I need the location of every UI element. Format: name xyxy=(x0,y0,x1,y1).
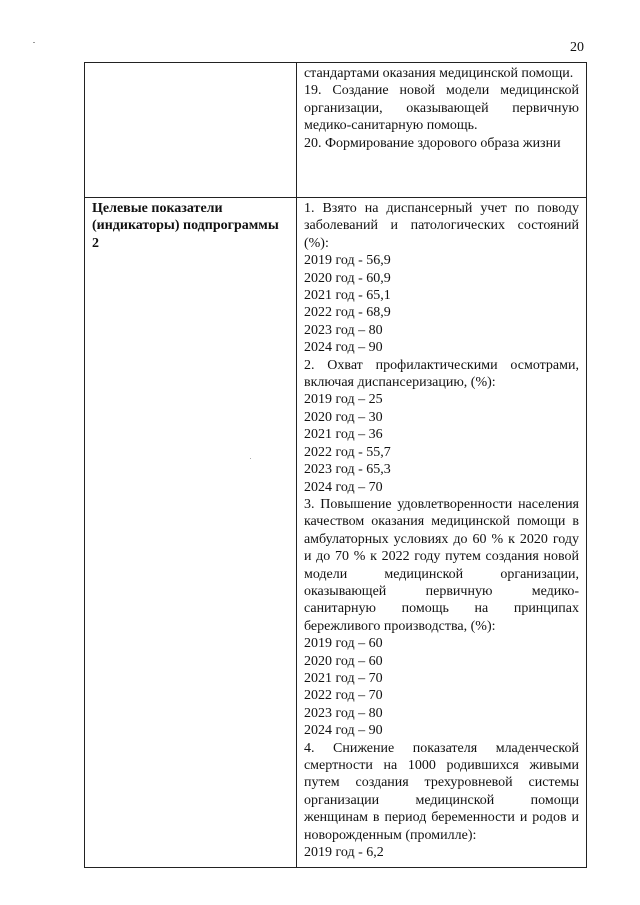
program-table xyxy=(84,62,587,868)
table-cell-content xyxy=(296,63,586,198)
indicator-title: 4. Снижение показателя младенческой смертности на 1000 родившихся живыми путем создания трехуровневой системы организации медицинской помощи женщинам в период беременности и родов и новорожденным (промилле): xyxy=(303,740,579,843)
indicator-value: 2021 год - 65,1 xyxy=(303,288,391,304)
indicator-title: 2. Охват профилактическими осмотрами, включая диспансеризацию, (%): xyxy=(303,357,579,391)
table-row xyxy=(85,198,587,868)
table-row xyxy=(85,63,587,198)
indicator-value: 2020 год – 60 xyxy=(303,653,383,669)
indicator-value: 2024 год – 90 xyxy=(303,340,383,356)
scan-artifact xyxy=(33,42,35,43)
indicator-value: 2022 год - 68,9 xyxy=(303,305,391,321)
indicator-title: 3. Повышение удовлетворенности населения качеством оказания медицинской помощи в амбулаторных условиях до 60 % к 2020 году и до 70 % к 2022 году путем создания новой модели медицинской организации, оказывающей первичную медико-санитарную помощь на принципах бережливого производства, (%): xyxy=(303,496,579,634)
indicator-value: 2022 год - 55,7 xyxy=(303,444,391,460)
row-label: Целевые показатели (индикаторы) подпрограммы 2 xyxy=(92,201,279,251)
indicator-value: 2023 год – 80 xyxy=(303,705,383,721)
indicator-value: 2021 год – 36 xyxy=(303,427,383,443)
table-cell-content xyxy=(296,198,586,868)
indicator-value: 2023 год – 80 xyxy=(303,322,383,338)
indicator-value: 2021 год – 70 xyxy=(303,670,383,686)
indicator-value: 2020 год - 60,9 xyxy=(303,270,391,286)
list-item: стандартами оказания медицинской помощи. xyxy=(303,66,574,81)
indicator-value: 2019 год - 6,2 xyxy=(303,845,384,861)
indicator-value: 2023 год - 65,3 xyxy=(303,462,391,478)
indicator-value: 2020 год – 30 xyxy=(303,409,383,425)
indicator-value: 2024 год – 90 xyxy=(303,723,383,739)
table-cell-label xyxy=(85,198,297,868)
indicator-title: 1. Взято на диспансерный учет по поводу заболеваний и патологических состояний (%): xyxy=(303,201,579,251)
table-cell-label xyxy=(85,63,297,198)
list-item: 20. Формирование здорового образа жизни xyxy=(303,135,561,151)
indicator-value: 2024 год – 70 xyxy=(303,479,383,495)
indicator-value: 2019 год – 25 xyxy=(303,392,383,408)
indicator-value: 2022 год – 70 xyxy=(303,688,383,704)
indicator-value: 2019 год – 60 xyxy=(303,636,383,652)
list-item: 19. Создание новой модели медицинской организации, оказывающей первичную медико-санитарную помощь. xyxy=(303,83,579,134)
page-number: 20 xyxy=(570,40,584,55)
indicator-value: 2019 год - 56,9 xyxy=(303,253,391,269)
